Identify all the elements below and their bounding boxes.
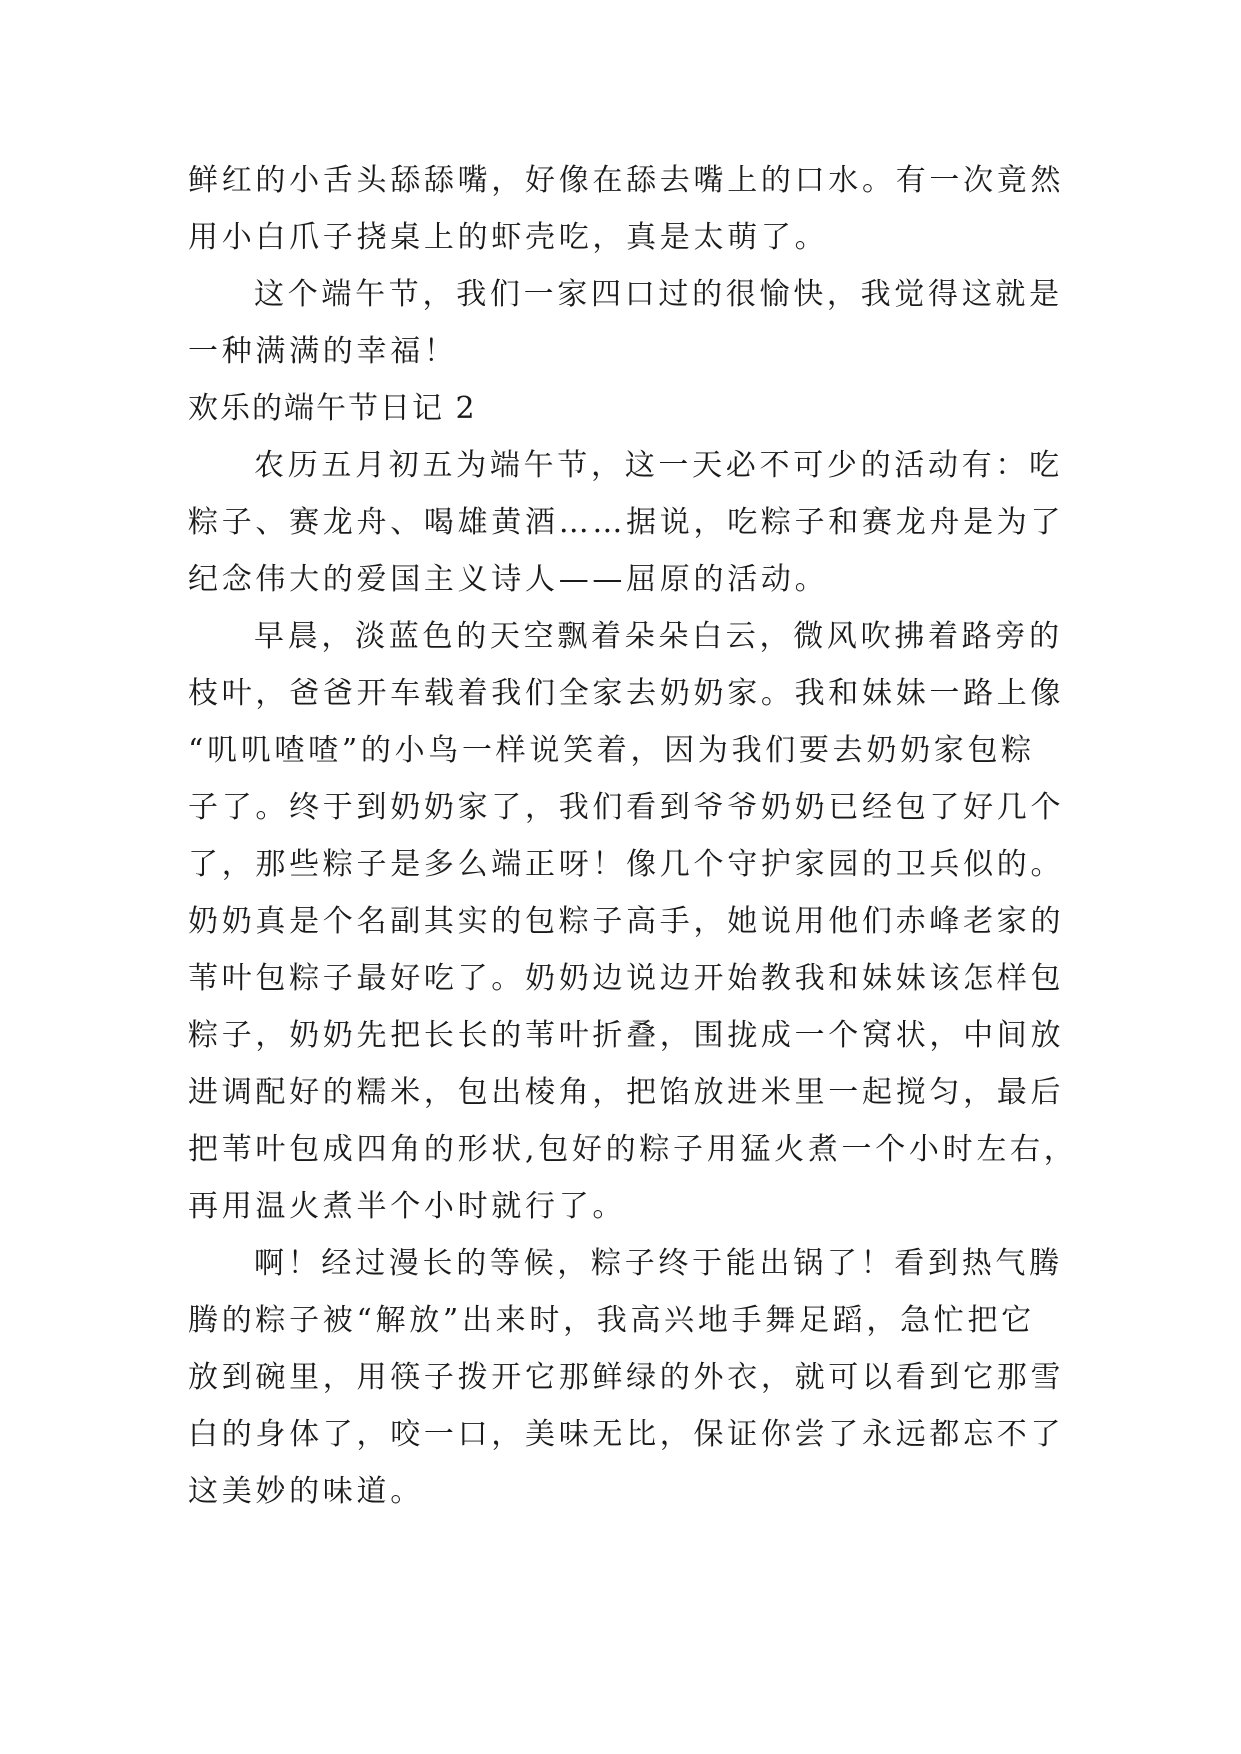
text-line: 苇叶包粽子最好吃了。奶奶边说边开始教我和妹妹该怎样包 [188,961,1065,996]
text-line: 腾的粽子被“解放”出来时，我高兴地手舞足蹈，急忙把它 [188,1303,1035,1338]
text-line: 再用温火煮半个小时就行了。 [188,1189,627,1224]
text-line: 纪念伟大的爱国主义诗人——屈原的活动。 [188,562,829,597]
text-line: 这美妙的味道。 [188,1474,424,1509]
text-line: 进调配好的糯米，包出棱角，把馅放进米里一起搅匀，最后 [188,1075,1065,1110]
text-line: 鲜红的小舌头舔舔嘴，好像在舔去嘴上的口水。有一次竟然 [188,163,1065,198]
text-line: 用小白爪子挠桌上的虾壳吃，真是太萌了。 [188,220,829,255]
text-line: 子了。终于到奶奶家了，我们看到爷爷奶奶已经包了好几个 [188,790,1065,825]
paragraph-first-line: 农历五月初五为端午节，这一天必不可少的活动有：吃 [254,448,1063,483]
text-line: 粽子、赛龙舟、喝雄黄酒……据说，吃粽子和赛龙舟是为了 [188,505,1065,540]
paragraph-first-line: 早晨，淡蓝色的天空飘着朵朵白云，微风吹拂着路旁的 [254,619,1063,654]
text-line: 粽子，奶奶先把长长的苇叶折叠，围拢成一个窝状，中间放 [188,1018,1065,1053]
text-line: 了，那些粽子是多么端正呀！像几个守护家园的卫兵似的。 [188,847,1065,882]
text-line: 枝叶，爸爸开车载着我们全家去奶奶家。我和妹妹一路上像 [188,676,1065,711]
document-body [188,152,1078,1520]
text-line: 把苇叶包成四角的形状,包好的粽子用猛火煮一个小时左右， [188,1132,1078,1167]
text-line: “叽叽喳喳”的小鸟一样说笑着，因为我们要去奶奶家包粽 [188,733,1035,768]
section-heading: 欢乐的端午节日记 2 [188,391,477,426]
paragraph-first-line: 这个端午节，我们一家四口过的很愉快，我觉得这就是 [254,277,1063,312]
text-line: 一种满满的幸福！ [188,334,458,369]
text-line: 放到碗里，用筷子拨开它那鲜绿的外衣，就可以看到它那雪 [188,1360,1065,1395]
paragraph-first-line: 啊！经过漫长的等候，粽子终于能出锅了！看到热气腾 [254,1246,1063,1281]
text-line: 奶奶真是个名副其实的包粽子高手，她说用他们赤峰老家的 [188,904,1065,939]
text-line: 白的身体了，咬一口，美味无比，保证你尝了永远都忘不了 [188,1417,1065,1452]
